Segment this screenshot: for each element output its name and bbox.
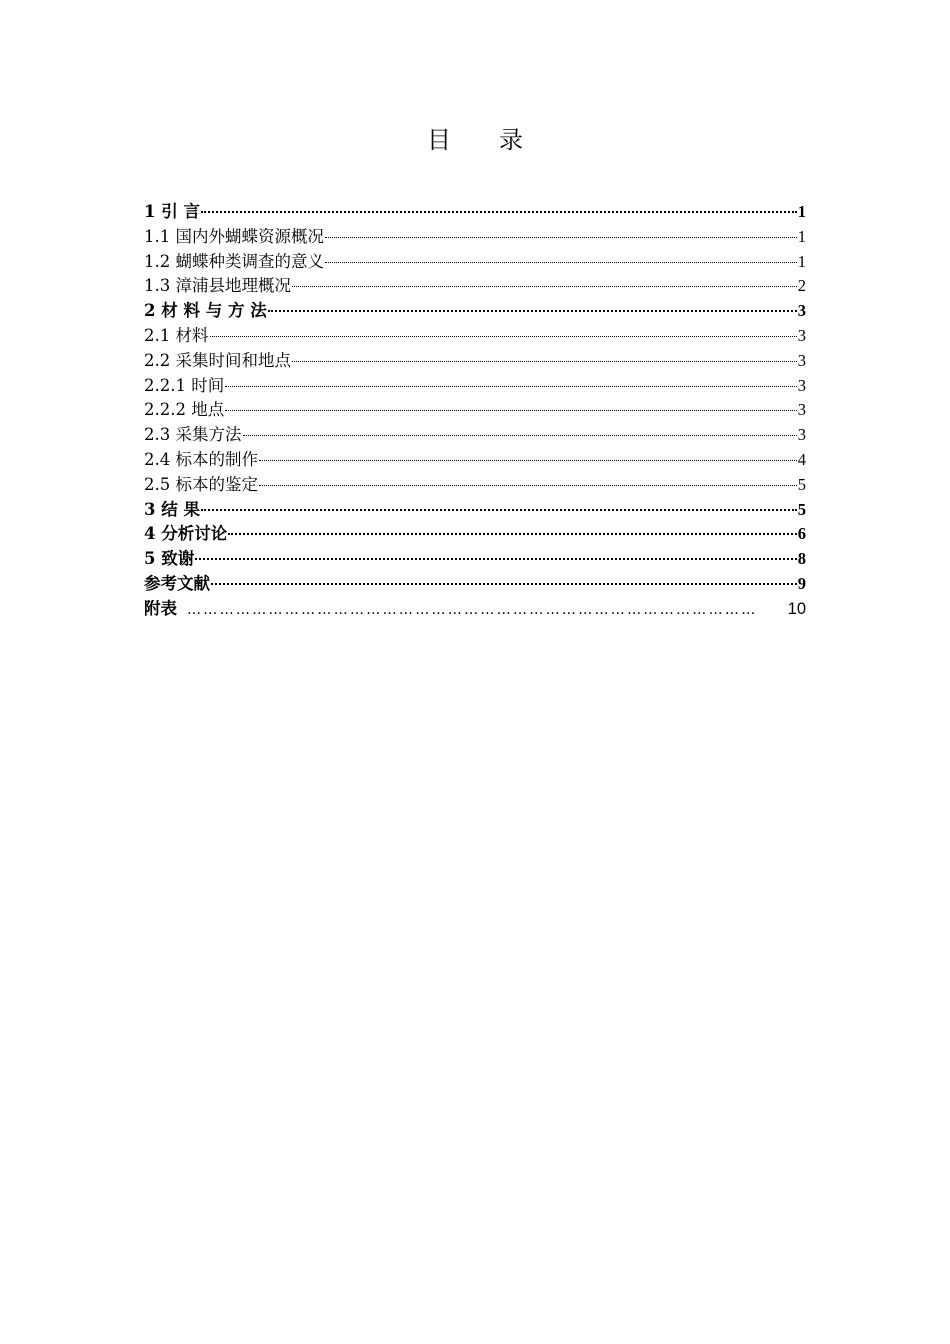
toc-entry-label: 1 引 言 [144, 202, 200, 221]
dot-leader [325, 262, 797, 263]
toc-entry[interactable] [144, 448, 806, 473]
toc-entry[interactable] [144, 225, 806, 250]
toc-entry-label: 2 材 料 与 方 法 [144, 301, 267, 321]
dot-leader [211, 583, 797, 585]
dot-leader: …………………………………………………………………………………………… [187, 601, 758, 618]
toc-entry-label: 4 分析讨论 [144, 524, 228, 544]
toc-entry-label: 2.1 材料 [144, 325, 209, 345]
toc-entry-label: 2.2.1 时间 [144, 375, 225, 395]
toc-entry-page: 5 [797, 499, 806, 519]
toc-entry-label: 参考文献 [144, 573, 210, 593]
dot-leader [292, 286, 797, 287]
dot-leader [325, 237, 797, 238]
toc-entry-label: 5 致谢 [144, 549, 195, 569]
toc-entry-page: 3 [797, 400, 806, 420]
toc-entry[interactable] [144, 597, 806, 622]
toc-entry[interactable] [144, 299, 806, 324]
dot-leader [228, 533, 797, 535]
dot-leader [225, 410, 797, 411]
toc-title: 目 录 [427, 126, 523, 154]
toc-entry-page: 3 [797, 301, 806, 321]
toc-entry-page: 2 [797, 276, 806, 296]
dot-leader [201, 509, 797, 511]
dot-leader [243, 435, 797, 436]
toc-entry[interactable] [144, 423, 806, 448]
toc-entry[interactable] [144, 200, 806, 225]
dot-leader [201, 211, 797, 213]
toc-entry-page: 3 [797, 425, 806, 445]
dot-leader [210, 336, 797, 337]
dot-leader [292, 361, 797, 362]
toc-entry-page: 5 [797, 474, 806, 494]
toc-entry-label: 2.2.2 地点 [144, 400, 225, 420]
toc-entry-page: 4 [797, 449, 806, 469]
toc-entry[interactable] [144, 572, 806, 597]
toc-entry-page: 1 [797, 202, 806, 221]
toc-entry-label: 2.3 采集方法 [144, 425, 242, 445]
toc-entry-page: 10 [787, 599, 806, 618]
dot-leader [195, 558, 797, 560]
toc-entry[interactable] [144, 324, 806, 349]
toc-entry[interactable] [144, 250, 806, 275]
toc-entry[interactable] [144, 498, 806, 523]
toc-entry-page: 1 [797, 226, 806, 246]
toc-entry-label: 2.5 标本的鉴定 [144, 474, 258, 494]
toc-entry-label: 1.1 国内外蝴蝶资源概况 [144, 226, 324, 246]
dot-leader [225, 386, 797, 387]
toc-entry-page: 8 [797, 549, 806, 569]
dot-leader [259, 460, 797, 461]
toc-entry[interactable] [144, 398, 806, 423]
toc-entry[interactable] [144, 473, 806, 498]
toc-entry-page: 3 [797, 375, 806, 395]
toc-entry-page: 9 [797, 573, 806, 593]
toc-entry-label: 3 结 果 [144, 499, 200, 519]
toc-entry-page: 1 [797, 251, 806, 271]
dot-leader [259, 485, 797, 486]
toc-entry-page: 3 [797, 325, 806, 345]
toc-entry[interactable] [144, 547, 806, 572]
toc-entry-label: 1.2 蝴蝶种类调查的意义 [144, 251, 324, 271]
toc-entry-label: 1.3 漳浦县地理概况 [144, 276, 291, 296]
toc-entry[interactable] [144, 349, 806, 374]
toc-entry[interactable] [144, 522, 806, 547]
toc-entry[interactable] [144, 374, 806, 399]
toc-entry-label: 2.2 采集时间和地点 [144, 350, 291, 370]
dot-leader [268, 310, 797, 312]
toc-entry-label: 2.4 标本的制作 [144, 449, 258, 469]
toc-entry[interactable] [144, 274, 806, 299]
toc-entry-page: 3 [797, 350, 806, 370]
toc-entry-page: 6 [797, 524, 806, 544]
toc-entry-label: 附表 [144, 598, 177, 618]
toc-list [144, 200, 806, 622]
